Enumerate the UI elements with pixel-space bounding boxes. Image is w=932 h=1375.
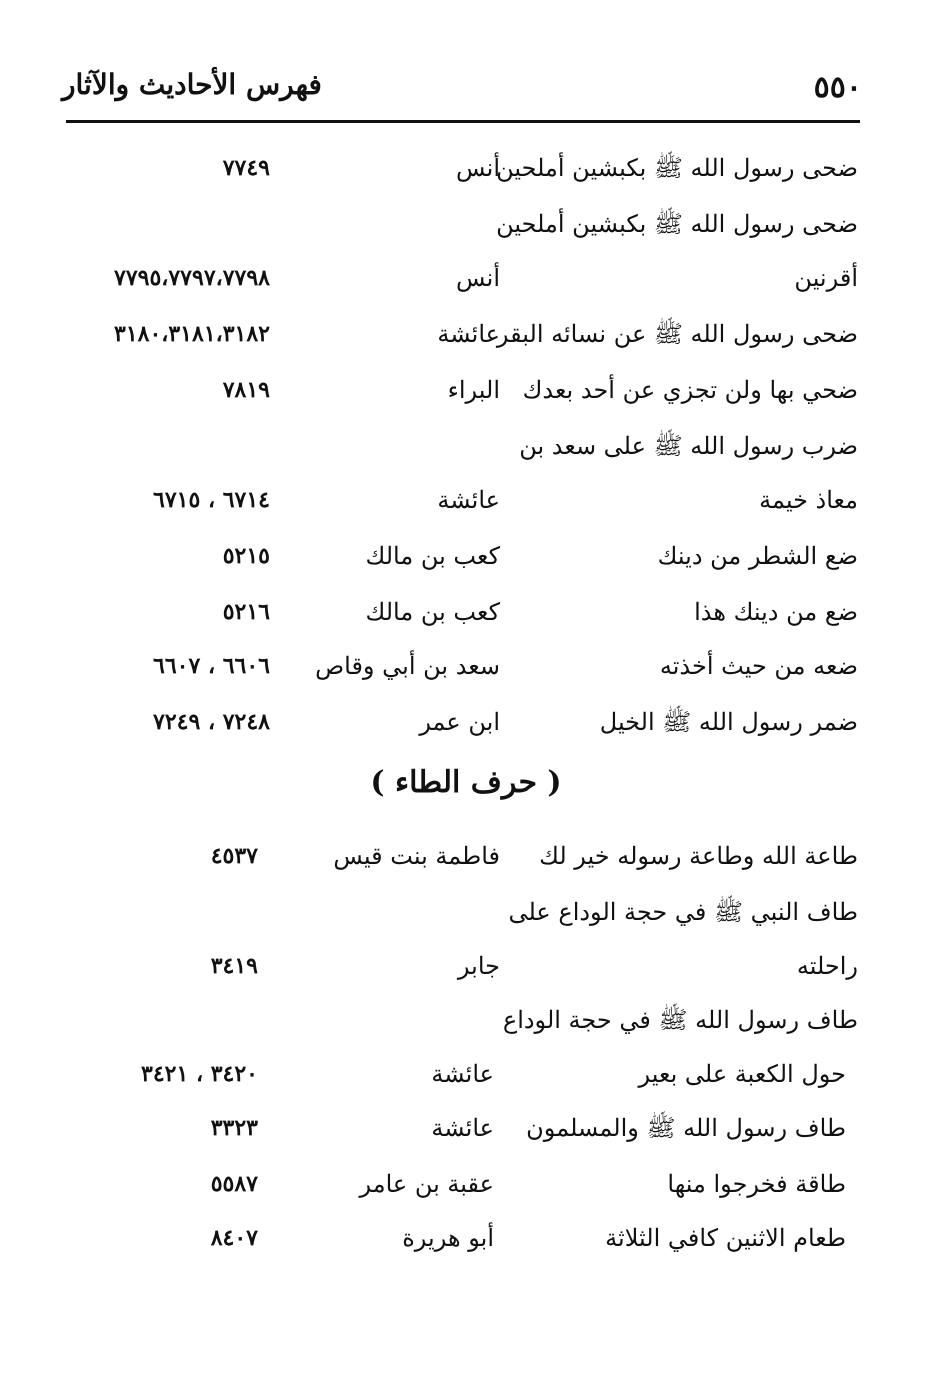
hadith-text: طعام الاثنين كافي الثلاثة	[605, 1224, 846, 1252]
narrator: عائشة	[437, 486, 500, 514]
hadith-text: طاف رسول الله ﷺ والمسلمون	[526, 1114, 846, 1142]
index-entry	[0, 480, 932, 520]
index-entry	[0, 204, 932, 244]
index-entry	[0, 1000, 932, 1040]
index-entry	[0, 1164, 932, 1204]
index-entry	[0, 314, 932, 354]
index-entry	[0, 892, 932, 932]
narrator: كعب بن مالك	[365, 598, 500, 626]
hadith-numbers: ٣٤٢٠ ، ٣٤٢١	[141, 1061, 258, 1087]
index-entry	[0, 1108, 932, 1148]
header-rule	[66, 120, 860, 123]
hadith-text: حول الكعبة على بعير	[638, 1060, 846, 1088]
narrator: أبو هريرة	[402, 1224, 494, 1252]
hadith-numbers: ٥٢١٦	[222, 599, 270, 625]
index-entry	[0, 258, 932, 298]
hadith-text: راحلته	[796, 952, 858, 980]
hadith-numbers: ٧٨١٩	[222, 377, 270, 403]
hadith-text: ضحى رسول الله ﷺ بكبشين أملحين	[496, 210, 858, 238]
hadith-numbers: ٦٦٠٦ ، ٦٦٠٧	[153, 653, 270, 679]
hadith-numbers: ٧٧٩٥،٧٧٩٧،٧٧٩٨	[114, 265, 270, 291]
narrator: أنس	[456, 264, 500, 292]
index-entry	[0, 1218, 932, 1258]
index-entry	[0, 1054, 932, 1094]
hadith-text: طاف رسول الله ﷺ في حجة الوداع	[502, 1006, 858, 1034]
hadith-text: ضعه من حيث أخذته	[659, 652, 858, 680]
hadith-text: معاذ خيمة	[759, 486, 858, 514]
hadith-numbers: ٣٣٢٣	[210, 1115, 258, 1141]
narrator: جابر	[457, 952, 500, 980]
hadith-numbers: ٧٢٤٨ ، ٧٢٤٩	[153, 709, 270, 735]
index-entry	[0, 370, 932, 410]
page-number: ٥٥٠	[813, 70, 862, 105]
index-entry	[0, 148, 932, 188]
page-header	[62, 62, 862, 112]
hadith-text: ضحى رسول الله ﷺ عن نسائه البقر	[496, 320, 858, 348]
index-entry	[0, 536, 932, 576]
hadith-numbers: ٣٤١٩	[210, 953, 258, 979]
hadith-text: أقرنين	[794, 264, 858, 292]
hadith-text: ضمر رسول الله ﷺ الخيل	[599, 708, 858, 736]
hadith-text: طاعة الله وطاعة رسوله خير لك	[539, 842, 858, 870]
hadith-text: ضحي بها ولن تجزي عن أحد بعدك	[522, 376, 858, 404]
hadith-numbers: ٥٢١٥	[222, 543, 270, 569]
narrator: عقبة بن عامر	[359, 1170, 494, 1198]
hadith-text: طاف النبي ﷺ في حجة الوداع على	[508, 898, 858, 926]
hadith-text: ضحى رسول الله ﷺ بكبشين أملحين	[496, 154, 858, 182]
narrator: أنس	[456, 154, 500, 182]
hadith-numbers: ٦٧١٤ ، ٦٧١٥	[153, 487, 270, 513]
narrator: سعد بن أبي وقاص	[315, 652, 500, 680]
hadith-numbers: ٧٧٤٩	[222, 155, 270, 181]
running-title: فهرس الأحاديث والآثار	[62, 68, 322, 101]
narrator: عائشة	[437, 320, 500, 348]
hadith-text: طاقة فخرجوا منها	[667, 1170, 846, 1198]
index-entry	[0, 592, 932, 632]
index-entry	[0, 426, 932, 466]
hadith-numbers: ٨٤٠٧	[210, 1225, 258, 1251]
narrator: عائشة	[431, 1114, 494, 1142]
narrator: عائشة	[431, 1060, 494, 1088]
hadith-numbers: ٣١٨٠،٣١٨١،٣١٨٢	[114, 321, 270, 347]
hadith-numbers: ٤٥٣٧	[210, 843, 258, 869]
index-entry	[0, 646, 932, 686]
index-entry	[0, 946, 932, 986]
index-entry	[0, 836, 932, 876]
narrator: فاطمة بنت قيس	[333, 842, 500, 870]
section-heading: ( حرف الطاء )	[370, 765, 562, 800]
hadith-text: ضع الشطر من دينك	[657, 542, 858, 570]
narrator: ابن عمر	[419, 708, 500, 736]
narrator: البراء	[447, 376, 500, 404]
index-entry	[0, 702, 932, 742]
hadith-text: ضع من دينك هذا	[694, 598, 858, 626]
hadith-text: ضرب رسول الله ﷺ على سعد بن	[519, 432, 858, 460]
narrator: كعب بن مالك	[365, 542, 500, 570]
hadith-numbers: ٥٥٨٧	[210, 1171, 258, 1197]
